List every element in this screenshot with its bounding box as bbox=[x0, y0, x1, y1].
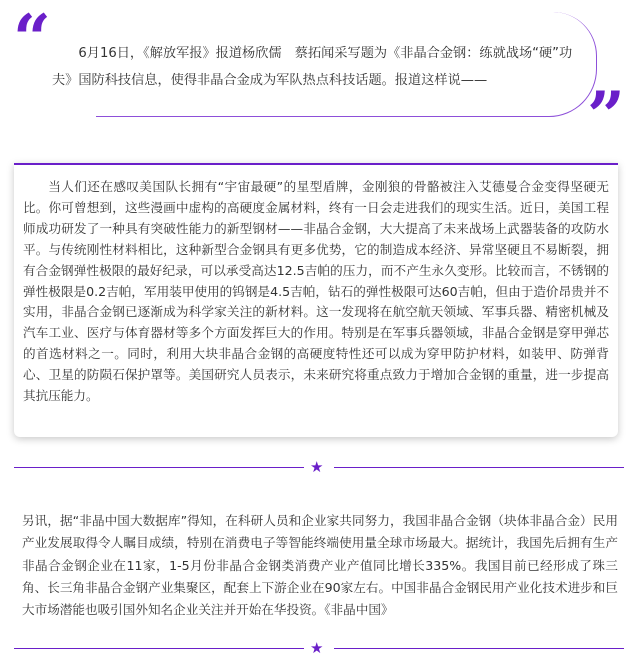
divider-line-right bbox=[334, 648, 624, 649]
divider-bottom bbox=[14, 641, 624, 657]
divider-line-left bbox=[14, 648, 304, 649]
divider-line-left bbox=[14, 467, 304, 468]
quote-block bbox=[0, 0, 639, 155]
news-paragraph: 另讯，据“非晶中国大数据库”得知，在科研人员和企业家共同努力，我国非晶合金钢（块体非晶合金）民用产业发展取得令人瞩目成绩，特别在消费电子等智能终端使用量全球市场最大。据统计，我国先后拥有生产非晶合金钢企业在11家，1-5月份非晶合金钢类消费产业产值同比增长335%。我国目前已经形成了珠三角、长三角非晶合金钢产业集聚区，配套上下游企业在90家左右。中国非晶合金钢民用产业化技术进步和巨大市场潜能也吸引国外知名企业关注并开始在华投资。《非晶中国》 bbox=[22, 513, 618, 618]
article-card-text: 当人们还在感叹美国队长拥有“宇宙最硬”的星型盾牌，金刚狼的骨骼被注入艾德曼合金变得坚硬无比。你可曾想到，这些漫画中虚构的高硬度金属材料，终有一日会走进我们的现实生活。近日，美国工程师成功研发了一种具有突破性能力的新型钢材——非晶合金钢，大大提高了未来战场上武器装备的攻防水平。与传统刚性材料相比，这种新型合金钢具有更多优势，它的制造成本经济、异常坚硬且不易断裂，拥有合金钢弹性极限的最好纪录，可以承受高达12.5吉帕的压力，而不产生永久变形。比较而言，不锈钢的弹性极限是0.2吉帕，军用装甲使用的钨钢是4.5吉帕，钻石的弹性极限可达60吉帕，但由于造价昂贵并不实用，非晶合金钢已逐渐成为科学家关注的新材料。这一发现将在航空航天领域、军事兵器、精密机械及汽车工业、医疗与体育器材等多个方面发挥巨大的作用。特别是在军事兵器领域，非晶合金钢是穿甲弹芯的首选材料之一。同时，利用大块非晶合金钢的高硬度特性还可以成为穿甲防护材料，如装甲、防弹背心、卫星的防陨石保护罩等。美国研究人员表示，未来研究将重点致力于增加合金钢的重量，进一步提高其抗压能力。 bbox=[23, 179, 609, 404]
quote-text: 6月16日，《解放军报》报道杨欣儒 蔡拓闻采写题为《非晶合金钢：练就战场“硬”功夫》国防科技信息，使得非晶合金成为军队热点科技话题。报道这样说—— bbox=[52, 46, 573, 88]
star-icon: ★ bbox=[310, 458, 324, 476]
close-quote-icon: ” bbox=[587, 77, 625, 155]
divider-line-right bbox=[334, 467, 624, 468]
divider-top bbox=[14, 460, 624, 476]
open-quote-icon: “ bbox=[13, 0, 51, 78]
star-icon: ★ bbox=[310, 639, 324, 657]
article-card bbox=[14, 163, 618, 437]
